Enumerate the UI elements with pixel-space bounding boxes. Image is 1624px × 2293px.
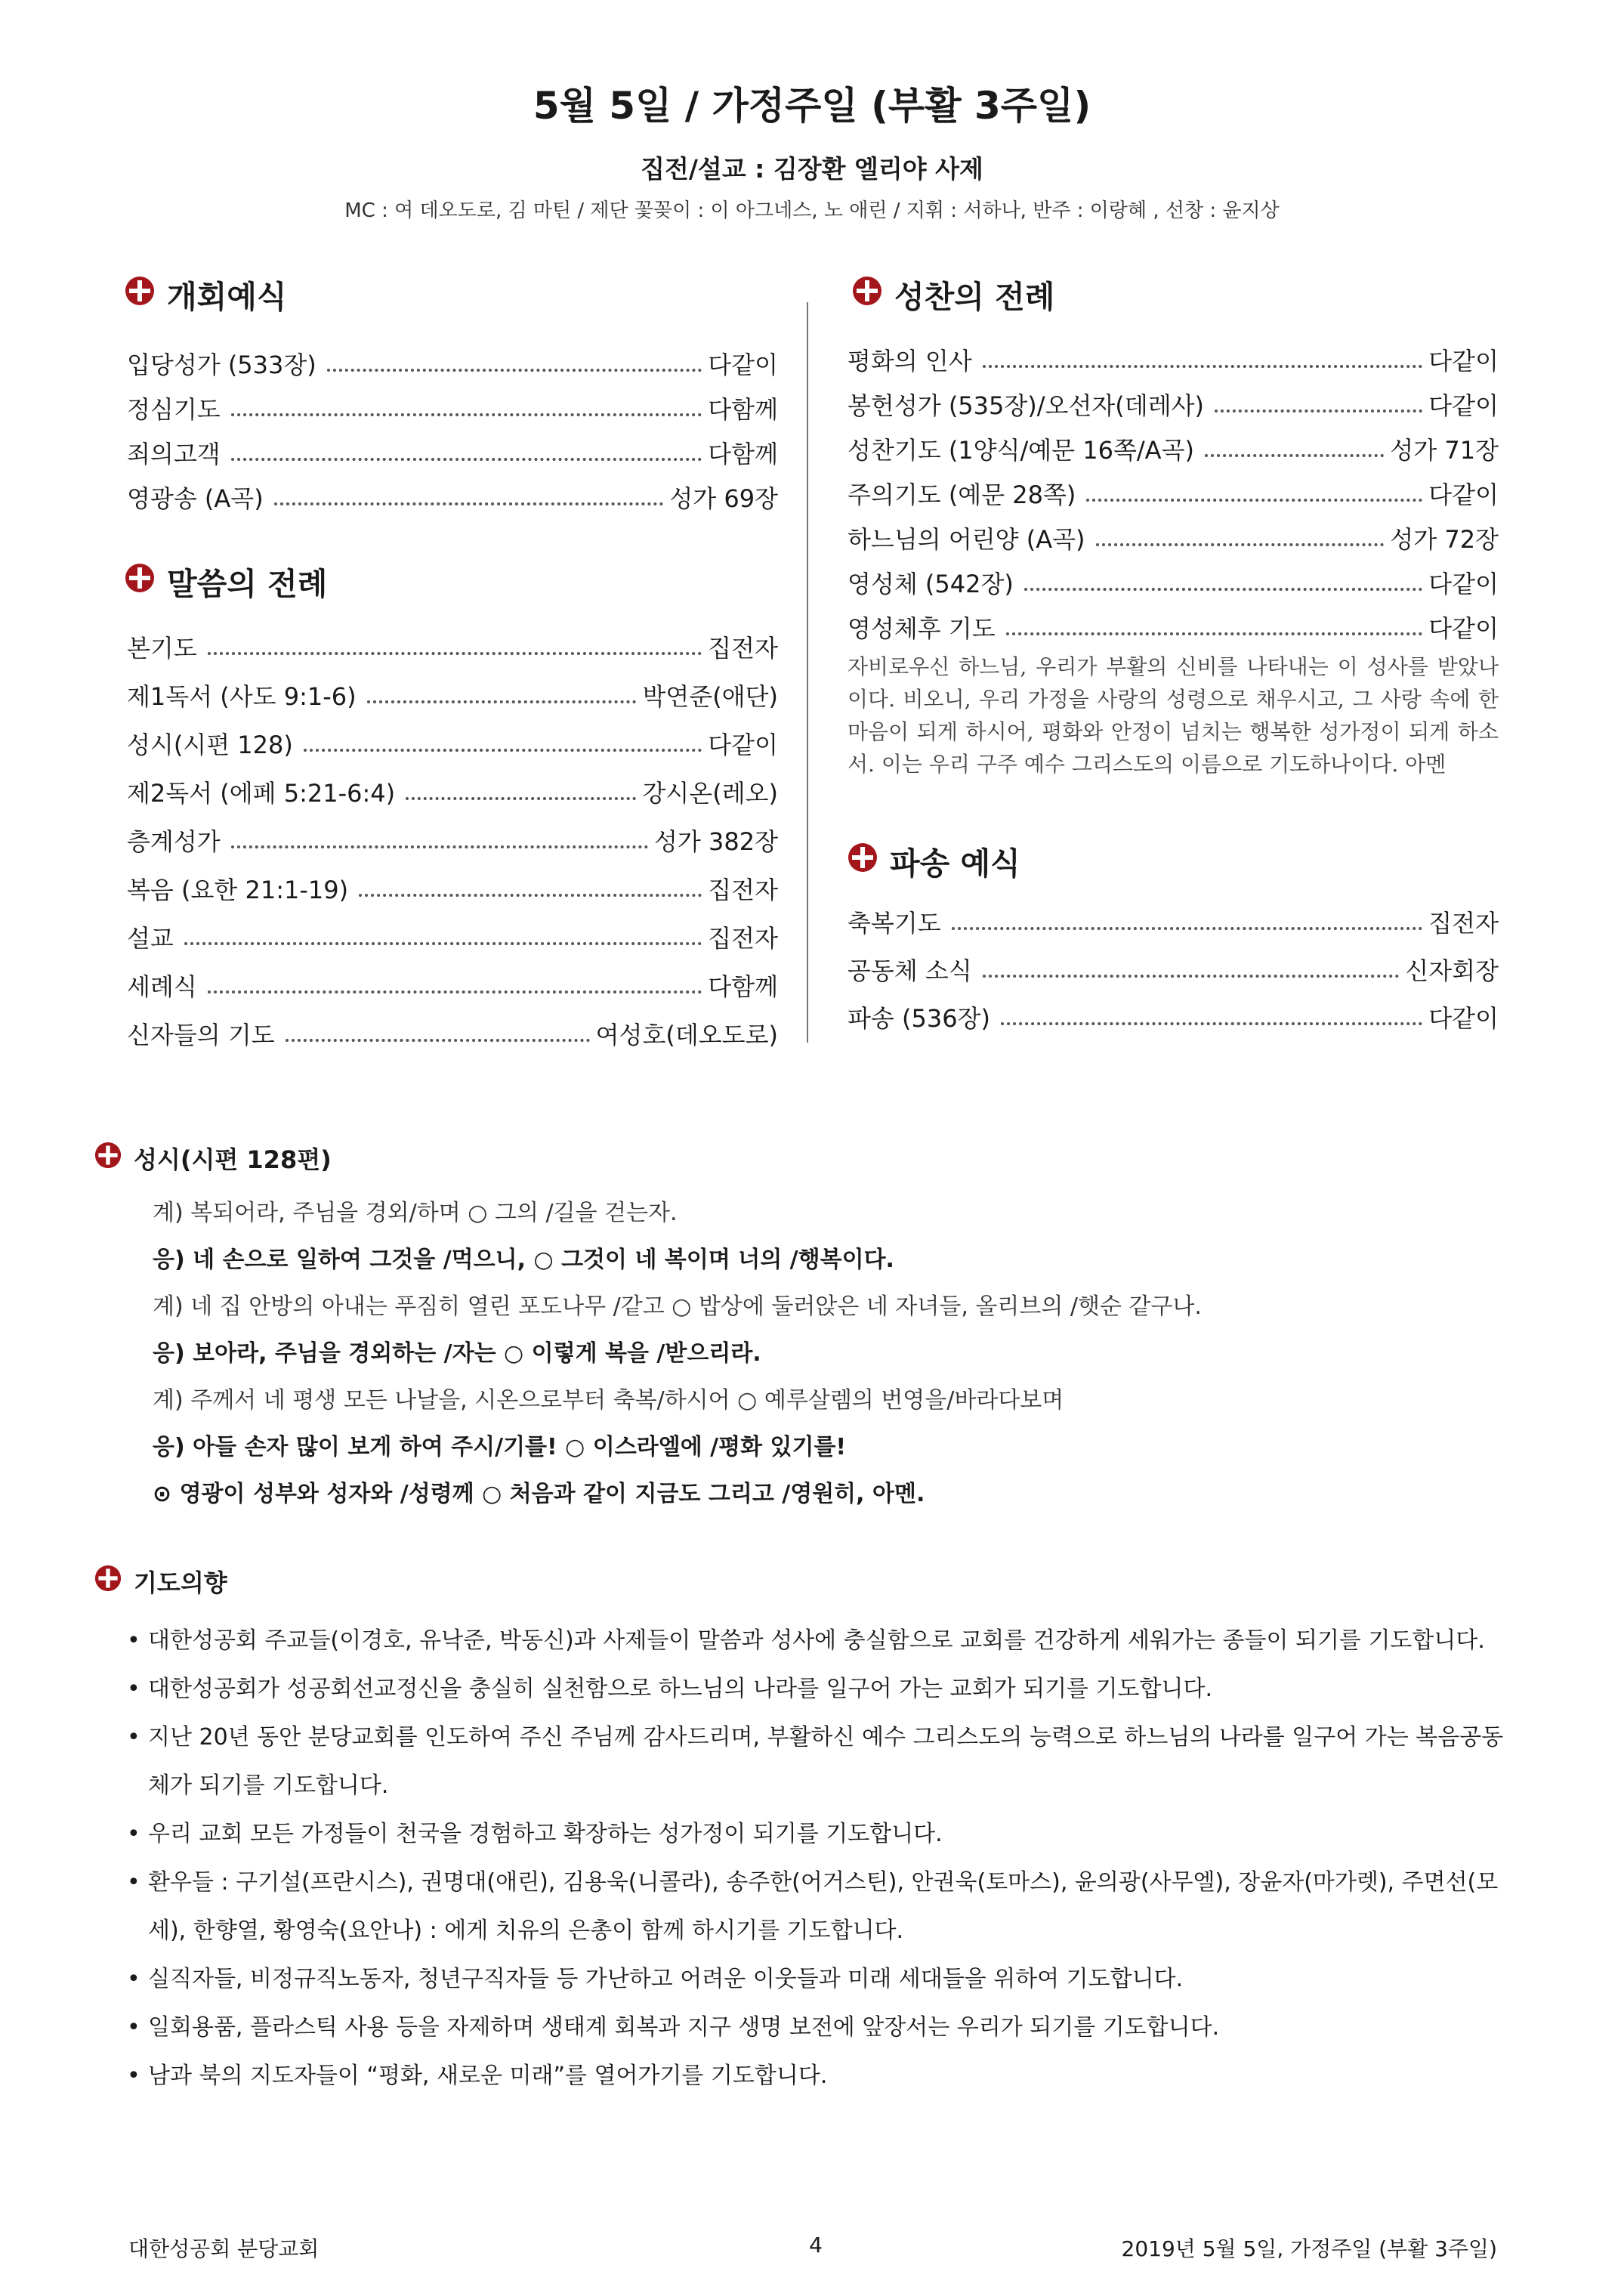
section-title: 파송 예식 — [890, 845, 1020, 882]
leader-dots — [208, 652, 702, 655]
eucharist-list — [848, 332, 1499, 780]
section-heading-word — [125, 559, 327, 604]
leader-dots — [304, 749, 702, 752]
item-label: 설교 — [127, 924, 174, 953]
list-item — [848, 600, 1499, 644]
leader-dots — [1006, 632, 1423, 635]
leader-dots — [367, 700, 637, 703]
section-heading-eucharist — [852, 272, 1054, 317]
item-value: 다함께 — [708, 440, 778, 468]
leader-dots — [286, 1039, 590, 1042]
psalm-line: 응) 보아라, 주님을 경외하는 /자는 ○ 이렇게 복을 /받으리라. — [153, 1340, 761, 1367]
item-label: 세례식 — [127, 972, 197, 1001]
list-item — [848, 377, 1499, 422]
list-item — [127, 425, 778, 470]
item-label: 입당성가 (533장) — [127, 351, 316, 379]
leader-dots — [184, 942, 702, 945]
intentions-list — [127, 1617, 1509, 2100]
item-label: 공동체 소식 — [848, 956, 972, 985]
list-item — [127, 858, 778, 906]
leader-dots — [1086, 499, 1422, 502]
psalm-line: ⊙ 영광이 성부와 성자와 /성령께 ○ 처음과 같이 지금도 그리고 /영원히, 아멘. — [153, 1481, 925, 1507]
cross-icon — [94, 1565, 122, 1598]
item-value: 다같이 — [1428, 347, 1499, 375]
item-label: 죄의고객 — [127, 440, 221, 468]
item-label: 영광송 (A곡) — [127, 484, 264, 513]
list-item — [127, 809, 778, 858]
leader-dots — [327, 369, 702, 372]
leader-dots — [406, 797, 636, 800]
item-value: 다같이 — [1428, 1004, 1499, 1033]
leader-dots — [1001, 1022, 1422, 1025]
column-divider — [807, 302, 808, 1043]
item-value: 성가 382장 — [654, 827, 778, 856]
item-value: 다함께 — [708, 972, 778, 1001]
section-heading-dismissal — [848, 839, 1020, 883]
item-value: 여성호(데오도로) — [595, 1021, 778, 1049]
psalm-line: 계) 네 집 안방의 아내는 푸짐히 열린 포도나무 /같고 ○ 밥상에 둘러앉은 네 자녀들, 올리브의 /햇순 같구나. — [153, 1293, 1202, 1320]
leader-dots — [983, 975, 1400, 978]
psalm-line: 응) 네 손으로 일하여 그것을 /먹으니, ○ 그것이 네 복이며 너의 /행복이다. — [153, 1247, 894, 1273]
cross-icon — [94, 1142, 122, 1175]
leader-dots — [231, 845, 648, 848]
list-item — [848, 511, 1499, 555]
list-item: • 지난 20년 동안 분당교회를 인도하여 주신 주님께 감사드리며, 부활하신 예수 그리스도의 능력으로 하느님의 나라를 일구어 가는 복음공동체가 되기를 기도합니다. — [127, 1714, 1509, 1810]
list-item: • 대한성공회가 성공회선교정신을 충실히 실천함으로 하느님의 나라를 일구어 가는 교회가 되기를 기도합니다. — [127, 1665, 1509, 1714]
leader-dots — [208, 990, 702, 994]
item-label: 층계성가 — [127, 827, 221, 856]
item-label: 평화의 인사 — [848, 347, 972, 375]
list-item — [848, 939, 1499, 987]
list-item — [127, 336, 778, 381]
cross-icon — [848, 842, 878, 880]
item-value: 강시온(레오) — [642, 779, 778, 808]
item-label: 주의기도 (예문 28쪽) — [848, 481, 1076, 509]
section-heading-psalm — [94, 1141, 332, 1176]
leader-dots — [231, 458, 702, 461]
item-value: 성가 71장 — [1390, 436, 1499, 465]
list-item — [848, 466, 1499, 511]
list-item — [848, 332, 1499, 377]
leader-dots — [231, 413, 702, 416]
list-item — [127, 664, 778, 712]
item-value: 박연준(애단) — [642, 682, 778, 711]
cross-icon — [125, 563, 155, 601]
list-item — [127, 906, 778, 954]
item-label: 축복기도 — [848, 909, 941, 938]
item-value: 다같이 — [708, 351, 778, 379]
section-title: 성시(시편 128편) — [134, 1145, 332, 1174]
leader-dots — [952, 927, 1423, 930]
list-item — [127, 712, 778, 761]
leader-dots — [1215, 409, 1422, 413]
psalm-line: 계) 주께서 네 평생 모든 나날을, 시온으로부터 축복/하시어 ○ 예루살렘의 번영을/바라다보며 — [153, 1387, 1064, 1414]
list-item — [127, 761, 778, 809]
item-label: 복음 (요한 21:1-19) — [127, 876, 349, 904]
opening-list — [127, 336, 778, 515]
officiant-line: 집전/설교 : 김장환 엘리야 사제 — [641, 154, 983, 184]
list-item — [127, 470, 778, 515]
item-label: 제2독서 (에페 5:21-6:4) — [127, 779, 396, 808]
list-item — [848, 422, 1499, 466]
leader-dots — [1024, 588, 1422, 591]
item-value: 집전자 — [708, 924, 778, 953]
item-label: 신자들의 기도 — [127, 1021, 275, 1049]
cross-icon — [125, 276, 155, 314]
item-label: 파송 (536장) — [848, 1004, 990, 1033]
item-value: 집전자 — [1428, 909, 1499, 938]
list-item — [848, 987, 1499, 1034]
list-item: • 실직자들, 비정규직노동자, 청년구직자들 등 가난하고 어려운 이웃들과 미래 세대들을 위하여 기도합니다. — [127, 1955, 1509, 2004]
item-label: 영성체후 기도 — [848, 614, 996, 643]
leader-dots — [1096, 543, 1385, 546]
item-value: 성가 69장 — [669, 484, 778, 513]
word-list — [127, 616, 778, 1051]
section-heading-opening — [125, 272, 286, 317]
list-item — [848, 555, 1499, 600]
dismissal-list — [848, 892, 1499, 1034]
item-value: 다같이 — [1428, 391, 1499, 420]
list-item — [127, 381, 778, 425]
psalm-line: 응) 아들 손자 많이 보게 하여 주시/기를! ○ 이스라엘에 /평화 있기를! — [153, 1434, 847, 1460]
item-label: 영성체 (542장) — [848, 570, 1014, 598]
list-item — [127, 1003, 778, 1051]
list-item — [127, 616, 778, 664]
page-number: 4 — [809, 2233, 823, 2257]
item-label: 제1독서 (사도 9:1-6) — [127, 682, 357, 711]
leader-dots — [359, 894, 702, 897]
item-value: 다같이 — [1428, 481, 1499, 509]
leader-dots — [274, 502, 664, 505]
footer-date: 2019년 5월 5일, 가정주일 (부활 3주일) — [1121, 2236, 1497, 2261]
credits-line: MC : 여 데오도로, 김 마틴 / 제단 꽃꽂이 : 이 아그네스, 노 애린 / 지휘 : 서하나, 반주 : 이랑혜 , 선창 : 윤지상 — [344, 199, 1280, 222]
post-communion-prayer: 자비로우신 하느님, 우리가 부활의 신비를 나타내는 이 성사를 받았나이다. 비오니, 우리 가정을 사랑의 성령으로 채우시고, 그 사랑 속에 한 마음이 되게 하시어, 평화와 안정이 넘치는 행복한 성가정이 되게 하소서. 이는 우리 구주 예수 그리스도의 이름으로 기도하나이다. 아멘 — [848, 654, 1499, 777]
section-title: 말씀의 전례 — [167, 566, 328, 602]
section-title: 개회예식 — [167, 279, 287, 315]
item-label: 정심기도 — [127, 395, 221, 424]
list-item: • 대한성공회 주교들(이경호, 유낙준, 박동신)과 사제들이 말씀과 성사에 충실함으로 교회를 건강하게 세워가는 종들이 되기를 기도합니다. — [127, 1617, 1509, 1665]
item-label: 하느님의 어린양 (A곡) — [848, 525, 1085, 554]
item-label: 본기도 — [127, 634, 197, 663]
list-item: • 우리 교회 모든 가정들이 천국을 경험하고 확장하는 성가정이 되기를 기도합니다. — [127, 1810, 1509, 1859]
item-value: 집전자 — [708, 634, 778, 663]
section-title: 성찬의 전례 — [894, 279, 1055, 315]
item-value: 성가 72장 — [1390, 525, 1499, 554]
item-value: 다같이 — [708, 731, 778, 759]
list-item: • 환우들 : 구기설(프란시스), 권명대(애린), 김용욱(니콜라), 송주한(어거스틴), 안권욱(토마스), 윤의광(사무엘), 장윤자(마가렛), 주면선(모세), 한향열, 황영숙(요안나) : 에게 치유의 은총이 함께 하시기를 기도합니다. — [127, 1859, 1509, 1955]
list-item: • 일회용품, 플라스틱 사용 등을 자제하며 생태계 회복과 지구 생명 보전에 앞장서는 우리가 되기를 기도합니다. — [127, 2004, 1509, 2052]
list-item — [848, 892, 1499, 939]
item-value: 다같이 — [1428, 614, 1499, 643]
footer-church-name: 대한성공회 분당교회 — [128, 2236, 320, 2261]
item-label: 봉헌성가 (535장)/오선자(데레사) — [848, 391, 1205, 420]
item-value: 다같이 — [1428, 570, 1499, 598]
cross-icon — [852, 276, 882, 314]
leader-dots — [1205, 454, 1384, 457]
item-label: 성시(시편 128) — [127, 731, 293, 759]
psalm-line: 계) 복되어라, 주님을 경외/하며 ○ 그의 /길을 걷는자. — [153, 1200, 678, 1226]
item-value: 신자회장 — [1405, 956, 1499, 985]
section-heading-intentions — [94, 1564, 227, 1599]
page-title: 5월 5일 / 가정주일 (부활 3주일) — [533, 84, 1091, 128]
item-label: 성찬기도 (1양식/예문 16쪽/A곡) — [848, 436, 1194, 465]
list-item: • 남과 북의 지도자들이 “평화, 새로운 미래”를 열어가기를 기도합니다. — [127, 2052, 1509, 2100]
list-item — [127, 954, 778, 1003]
leader-dots — [983, 365, 1423, 368]
section-title: 기도의향 — [134, 1568, 227, 1597]
item-value: 집전자 — [708, 876, 778, 904]
item-value: 다함께 — [708, 395, 778, 424]
